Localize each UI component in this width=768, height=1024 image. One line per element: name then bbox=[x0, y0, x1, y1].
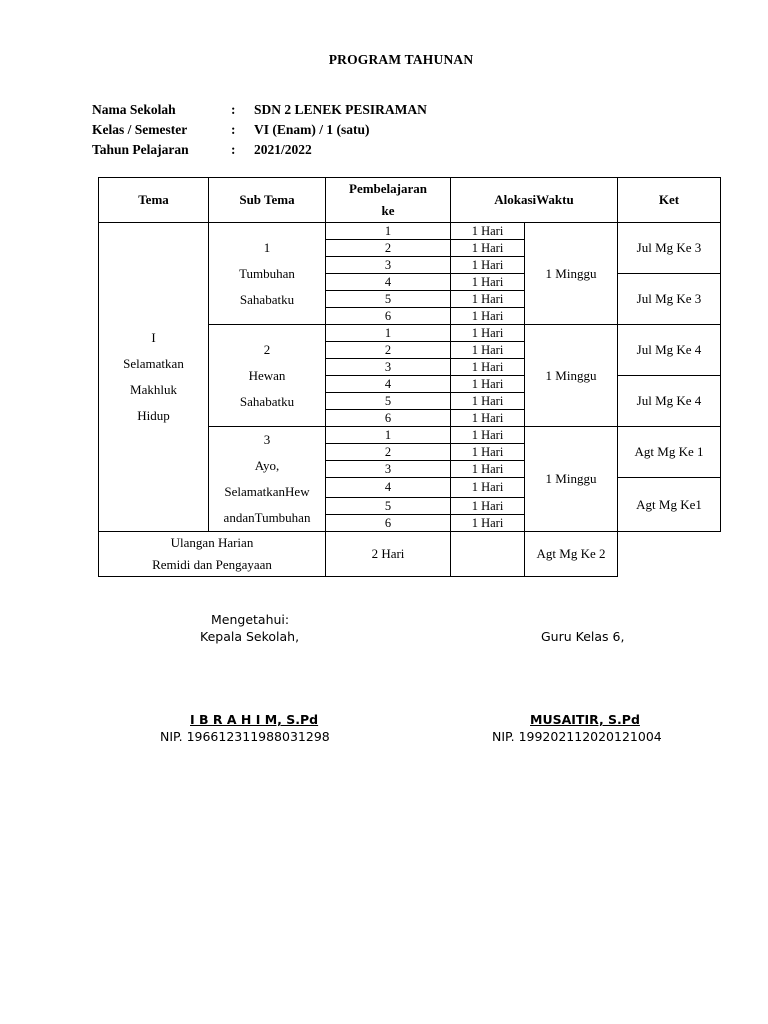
pembelajaran-cell: 3 bbox=[326, 461, 451, 478]
header-subtema: Sub Tema bbox=[209, 178, 326, 223]
duration-cell: 1 Hari bbox=[451, 498, 525, 515]
header-ket: Ket bbox=[618, 178, 721, 223]
duration-cell: 1 Hari bbox=[451, 342, 525, 359]
sig-right-role: Guru Kelas 6, bbox=[541, 629, 625, 644]
duration-cell: 1 Hari bbox=[451, 223, 525, 240]
duration-cell: 1 Hari bbox=[451, 515, 525, 532]
ulangan-line: Remidi dan Pengayaan bbox=[152, 557, 272, 572]
pembelajaran-cell: 2 bbox=[326, 240, 451, 257]
duration-cell: 1 Hari bbox=[451, 240, 525, 257]
subtema-number: 2 bbox=[263, 341, 271, 357]
duration-cell: 1 Hari bbox=[451, 427, 525, 444]
sig-left-nip: NIP. 196612311988031298 bbox=[160, 729, 330, 744]
duration-cell: 1 Hari bbox=[451, 478, 525, 498]
header-pembelajaran-line2: ke bbox=[381, 203, 395, 218]
subtema-line: andanTumbuhan bbox=[223, 510, 311, 525]
info-value: VI (Enam) / 1 (satu) bbox=[254, 122, 370, 137]
subtema-line: SelamatkanHew bbox=[224, 484, 310, 499]
pembelajaran-cell: 5 bbox=[326, 393, 451, 410]
header-alokasi: AlokasiWaktu bbox=[451, 178, 618, 223]
tema-line: Hidup bbox=[137, 408, 170, 423]
tema-line: Selamatkan bbox=[123, 356, 184, 371]
pembelajaran-cell: 3 bbox=[326, 257, 451, 274]
sig-right-nip: NIP. 199202112020121004 bbox=[492, 729, 662, 744]
pembelajaran-cell: 2 bbox=[326, 444, 451, 461]
ulangan-alokasi-empty bbox=[451, 532, 525, 577]
alokasi-cell: 1 Minggu bbox=[525, 427, 618, 532]
ulangan-row bbox=[99, 532, 721, 577]
ket-cell: Jul Mg Ke 4 bbox=[618, 325, 721, 376]
ulangan-ket: Agt Mg Ke 2 bbox=[525, 532, 618, 577]
duration-cell: 1 Hari bbox=[451, 274, 525, 291]
subtema-line: Tumbuhan bbox=[239, 265, 295, 281]
ulangan-line: Ulangan Harian bbox=[170, 535, 254, 550]
duration-cell: 1 Hari bbox=[451, 376, 525, 393]
duration-cell: 1 Hari bbox=[451, 291, 525, 308]
duration-cell: 1 Hari bbox=[451, 444, 525, 461]
info-separator: : bbox=[231, 102, 236, 117]
info-value: 2021/2022 bbox=[254, 142, 312, 157]
subtema-line: Ayo, bbox=[254, 458, 280, 473]
info-value: SDN 2 LENEK PESIRAMAN bbox=[254, 102, 427, 117]
duration-cell: 1 Hari bbox=[451, 359, 525, 376]
subtema-cell bbox=[209, 223, 326, 325]
program-table bbox=[98, 177, 721, 577]
duration-cell: 1 Hari bbox=[451, 325, 525, 342]
duration-cell: 1 Hari bbox=[451, 393, 525, 410]
ket-cell: Jul Mg Ke 3 bbox=[618, 223, 721, 274]
pembelajaran-cell: 5 bbox=[326, 291, 451, 308]
pembelajaran-cell: 1 bbox=[326, 427, 451, 444]
sig-right-name: MUSAITIR, S.Pd bbox=[530, 712, 640, 727]
pembelajaran-cell: 2 bbox=[326, 342, 451, 359]
duration-cell: 1 Hari bbox=[451, 410, 525, 427]
info-label: Kelas / Semester bbox=[92, 122, 188, 137]
header-pembelajaran-line1: Pembelajaran bbox=[349, 181, 427, 196]
duration-cell: 1 Hari bbox=[451, 308, 525, 325]
subtema-cell bbox=[209, 325, 326, 427]
duration-cell: 1 Hari bbox=[451, 461, 525, 478]
subtema-number: 1 bbox=[263, 239, 271, 255]
alokasi-cell: 1 Minggu bbox=[525, 325, 618, 427]
sig-left-name: I B R A H I M, S.Pd bbox=[190, 712, 319, 727]
ulangan-cell bbox=[99, 532, 326, 577]
subtema-cell bbox=[209, 427, 326, 532]
table-header-row bbox=[99, 178, 721, 223]
ket-cell: Jul Mg Ke 3 bbox=[618, 274, 721, 325]
sig-left-role: Kepala Sekolah, bbox=[200, 629, 300, 644]
pembelajaran-cell: 5 bbox=[326, 498, 451, 515]
sig-left-intro: Mengetahui: bbox=[211, 612, 290, 627]
ket-cell: Jul Mg Ke 4 bbox=[618, 376, 721, 427]
alokasi-cell: 1 Minggu bbox=[525, 223, 618, 325]
subtema-line: Sahabatku bbox=[239, 393, 295, 409]
pembelajaran-cell: 4 bbox=[326, 376, 451, 393]
pembelajaran-cell: 1 bbox=[326, 223, 451, 240]
tema-line: Makhluk bbox=[130, 382, 177, 397]
subtema-line: Hewan bbox=[248, 367, 286, 383]
ket-cell: Agt Mg Ke1 bbox=[618, 478, 721, 532]
ket-cell: Agt Mg Ke 1 bbox=[618, 427, 721, 478]
duration-cell: 1 Hari bbox=[451, 257, 525, 274]
header-tema: Tema bbox=[99, 178, 209, 223]
header-pembelajaran bbox=[326, 178, 451, 223]
subtema-number: 3 bbox=[263, 432, 271, 447]
info-label: Tahun Pelajaran bbox=[92, 142, 189, 157]
info-separator: : bbox=[231, 142, 236, 157]
pembelajaran-cell: 4 bbox=[326, 274, 451, 291]
info-separator: : bbox=[231, 122, 236, 137]
document-title: PROGRAM TAHUNAN bbox=[328, 52, 474, 67]
pembelajaran-cell: 4 bbox=[326, 478, 451, 498]
pembelajaran-cell: 6 bbox=[326, 410, 451, 427]
subtema-line: Sahabatku bbox=[239, 291, 295, 307]
tema-cell bbox=[99, 223, 209, 532]
tema-number: I bbox=[151, 330, 156, 345]
pembelajaran-cell: 1 bbox=[326, 325, 451, 342]
info-label: Nama Sekolah bbox=[92, 102, 176, 117]
pembelajaran-cell: 6 bbox=[326, 515, 451, 532]
pembelajaran-cell: 6 bbox=[326, 308, 451, 325]
table-row bbox=[99, 223, 721, 240]
pembelajaran-cell: 3 bbox=[326, 359, 451, 376]
ulangan-duration: 2 Hari bbox=[326, 532, 451, 577]
